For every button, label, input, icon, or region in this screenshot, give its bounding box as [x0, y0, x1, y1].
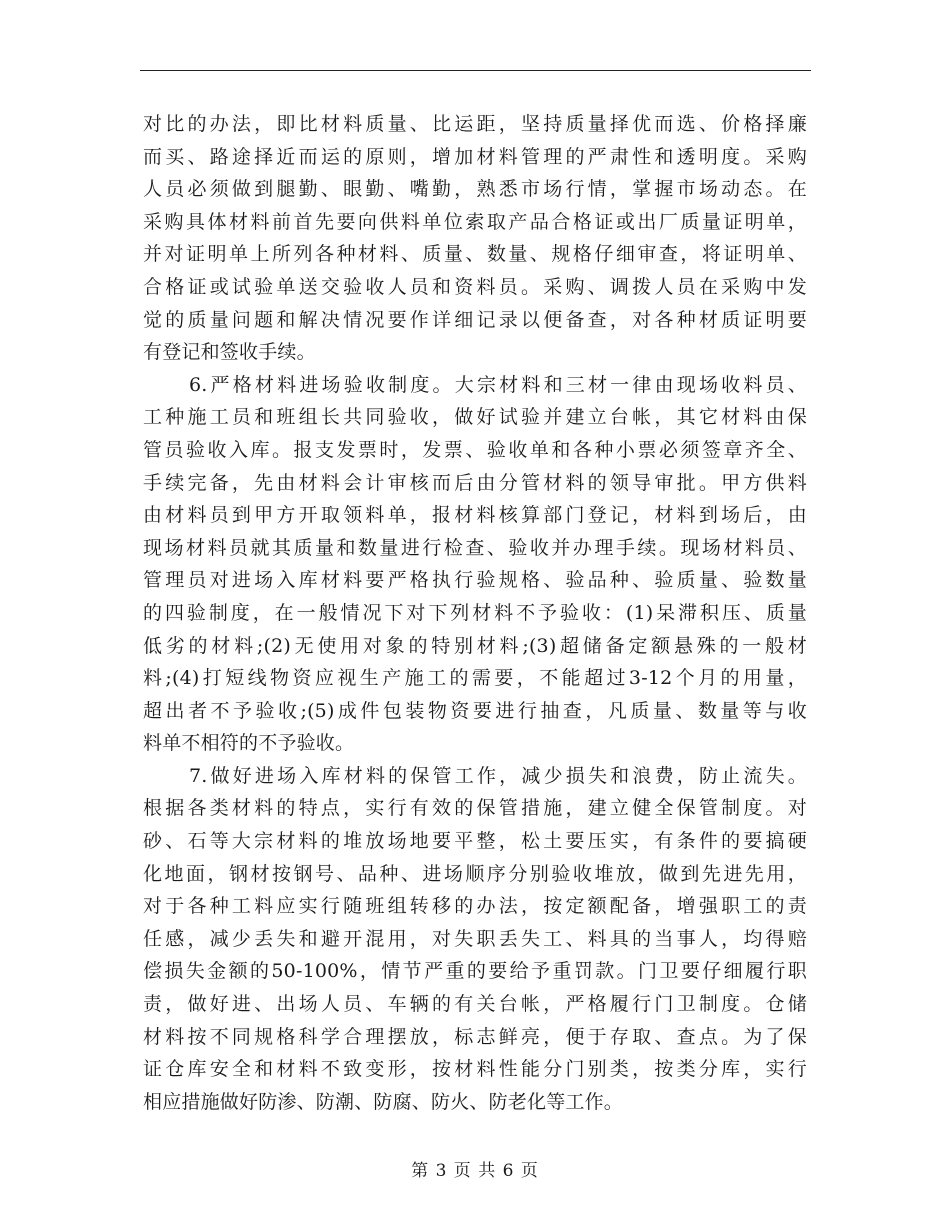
text-line: 手续完备，先由材料会计审核而后由分管材料的领导审批。甲方供料	[143, 471, 807, 494]
text-line: 材料按不同规格科学合理摆放，标志鲜亮，便于存取、查点。为了保	[143, 1025, 807, 1048]
text-line: 的四验制度，在一般情况下对下列材料不予验收：(1)呆滞积压、质量	[143, 601, 807, 624]
text-line: 而买、路途择近而运的原则，增加材料管理的严肃性和透明度。采购	[143, 145, 807, 168]
text-line: 料单不相符的不予验收。	[143, 732, 355, 755]
text-line: 偿损失金额的50-100%，情节严重的要给予重罚款。门卫要仔细履行职	[143, 960, 807, 983]
text-line: 人员必须做到腿勤、眼勤、嘴勤，熟悉市场行情，掌握市场动态。在	[143, 178, 807, 201]
text-line: 责，做好进、出场人员、车辆的有关台帐，严格履行门卫制度。仓储	[143, 993, 807, 1016]
text-line: 管理员对进场入库材料要严格执行验规格、验品种、验质量、验数量	[143, 569, 807, 592]
page-number-footer: 第 3 页 共 6 页	[411, 1161, 539, 1181]
text-line: 工种施工员和班组长共同验收，做好试验并建立台帐，其它材料由保	[143, 406, 807, 429]
text-line: 采购具体材料前首先要向供料单位索取产品合格证或出厂质量证明单，	[143, 210, 807, 233]
text-line: 由材料员到甲方开取领料单，报材料核算部门登记，材料到场后，由	[143, 504, 807, 527]
document-body	[143, 108, 807, 1118]
text-line: 低劣的材料;(2)无使用对象的特别材料;(3)超储备定额悬殊的一般材	[143, 634, 807, 657]
text-line: 并对证明单上所列各种材料、质量、数量、规格仔细审查，将证明单、	[143, 243, 807, 266]
text-line: 7.做好进场入库材料的保管工作，减少损失和浪费，防止流失。	[189, 764, 807, 787]
text-line: 有登记和签收手续。	[143, 341, 316, 364]
text-line: 证仓库安全和材料不致变形，按材料性能分门别类，按类分库，实行	[143, 1058, 807, 1081]
header-rule	[140, 70, 811, 71]
text-line: 任感，减少丢失和避开混用，对失职丢失工、料具的当事人，均得赔	[143, 927, 807, 950]
text-line: 6.严格材料进场验收制度。大宗材料和三材一律由现场收料员、	[189, 373, 807, 396]
text-line: 对于各种工料应实行随班组转移的办法，按定额配备，增强职工的责	[143, 895, 807, 918]
text-line: 管员验收入库。报支发票时，发票、验收单和各种小票必须签章齐全、	[143, 438, 807, 461]
text-line: 现场材料员就其质量和数量进行检查、验收并办理手续。现场材料员、	[143, 536, 807, 559]
text-line: 根据各类材料的特点，实行有效的保管措施，建立健全保管制度。对	[143, 797, 807, 820]
text-line: 超出者不予验收;(5)成件包装物资要进行抽查，凡质量、数量等与收	[143, 699, 807, 722]
text-line: 觉的质量问题和解决情况要作详细记录以便备查，对各种材质证明要	[143, 308, 807, 331]
text-line: 相应措施做好防渗、防潮、防腐、防火、防老化等工作。	[143, 1090, 624, 1113]
text-line: 对比的办法，即比材料质量、比运距，坚持质量择优而选、价格择廉	[143, 113, 807, 135]
text-line: 料;(4)打短线物资应视生产施工的需要，不能超过3-12个月的用量，	[143, 667, 807, 690]
text-line: 砂、石等大宗材料的堆放场地要平整，松土要压实，有条件的要搞硬	[143, 830, 807, 853]
text-line: 化地面，钢材按钢号、品种、进场顺序分别验收堆放，做到先进先用，	[143, 862, 807, 885]
text-line: 合格证或试验单送交验收人员和资料员。采购、调拨人员在采购中发	[143, 275, 807, 298]
